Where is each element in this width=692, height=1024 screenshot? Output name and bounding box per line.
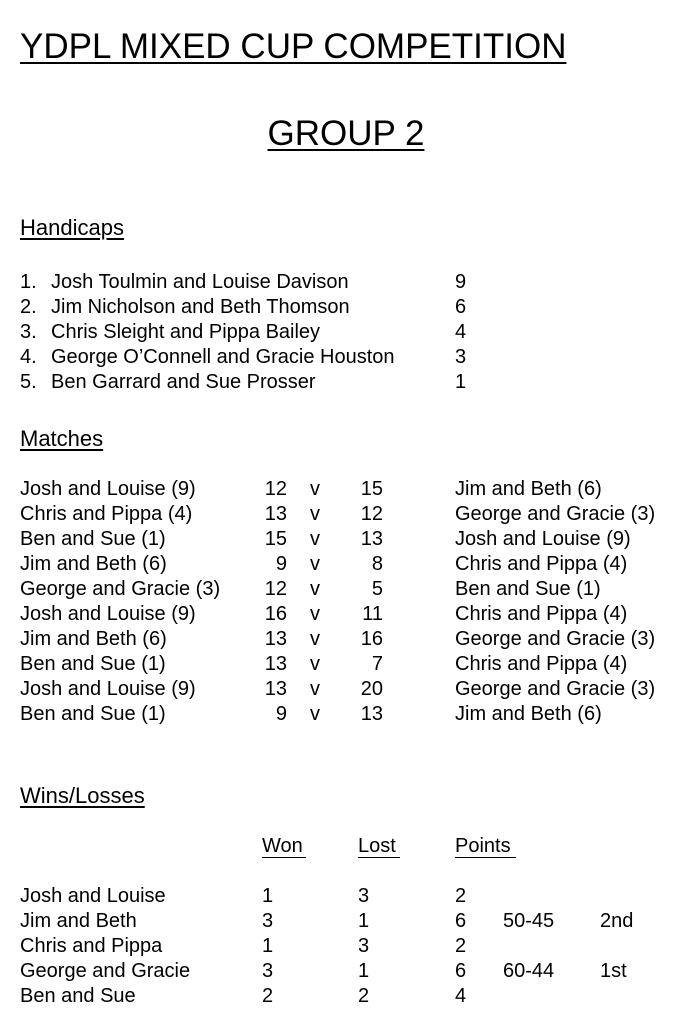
standing-won: 3 [262, 910, 274, 932]
standing-team: Chris and Pippa [20, 935, 163, 957]
match-away-team: George and Gracie (3) [455, 628, 656, 650]
match-away-score: 13 [360, 528, 383, 550]
match-home-team: Jim and Beth (6) [20, 553, 167, 575]
match-home-score: 9 [275, 553, 287, 575]
standing-score: 60-44 [503, 960, 555, 982]
match-home-score: 15 [264, 528, 287, 550]
match-versus: v [310, 678, 320, 700]
match-away-team: Ben and Sue (1) [455, 578, 601, 600]
match-home-team: Ben and Sue (1) [20, 653, 166, 675]
handicap-pair-name: Jim Nicholson and Beth Thomson [51, 296, 350, 318]
match-away-score: 12 [360, 503, 383, 525]
handicap-value: 6 [455, 296, 467, 318]
match-away-score: 13 [360, 703, 383, 725]
standing-won: 3 [262, 960, 274, 982]
match-versus: v [310, 553, 320, 575]
match-versus: v [310, 478, 320, 500]
match-home-score: 12 [264, 478, 287, 500]
match-versus: v [310, 528, 320, 550]
standing-position: 2nd [600, 910, 634, 932]
match-home-team: Josh and Louise (9) [20, 678, 196, 700]
match-away-score: 5 [371, 578, 383, 600]
match-home-score: 13 [264, 678, 287, 700]
page-title: YDPL MIXED CUP COMPETITION [20, 27, 567, 66]
match-home-score: 13 [264, 653, 287, 675]
match-home-score: 16 [264, 603, 287, 625]
standing-team: Jim and Beth [20, 910, 137, 932]
handicap-value: 3 [455, 346, 467, 368]
standing-lost: 1 [358, 910, 370, 932]
match-away-team: Chris and Pippa (4) [455, 553, 628, 575]
match-away-team: Josh and Louise (9) [455, 528, 631, 550]
match-home-team: Josh and Louise (9) [20, 603, 196, 625]
standing-points: 2 [455, 935, 467, 957]
standing-won: 2 [262, 985, 274, 1007]
standing-position: 1st [600, 960, 627, 982]
match-away-score: 7 [371, 653, 383, 675]
standing-won: 1 [262, 935, 274, 957]
match-versus: v [310, 703, 320, 725]
standing-points: 6 [455, 960, 467, 982]
match-home-team: Ben and Sue (1) [20, 703, 166, 725]
standing-points: 6 [455, 910, 467, 932]
match-home-score: 13 [264, 628, 287, 650]
match-home-team: Josh and Louise (9) [20, 478, 196, 500]
match-away-score: 11 [362, 603, 383, 625]
match-home-score: 13 [264, 503, 287, 525]
col-won-header: Won [262, 834, 306, 859]
match-versus: v [310, 578, 320, 600]
standing-lost: 2 [358, 985, 370, 1007]
match-away-team: Chris and Pippa (4) [455, 653, 628, 675]
match-away-score: 16 [360, 628, 383, 650]
matches-heading: Matches [20, 426, 104, 451]
match-away-team: George and Gracie (3) [455, 678, 656, 700]
match-versus: v [310, 628, 320, 650]
match-away-team: George and Gracie (3) [455, 503, 656, 525]
handicap-pair-name: George O’Connell and Gracie Houston [51, 346, 395, 368]
standing-score: 50-45 [503, 910, 555, 932]
handicap-pair-name: Chris Sleight and Pippa Bailey [51, 321, 321, 343]
match-versus: v [310, 653, 320, 675]
handicap-number: 5. [20, 371, 37, 393]
match-versus: v [310, 603, 320, 625]
handicap-number: 3. [20, 321, 37, 343]
standing-team: Ben and Sue [20, 985, 136, 1007]
standing-team: George and Gracie [20, 960, 191, 982]
standing-points: 2 [455, 885, 467, 907]
handicap-pair-name: Ben Garrard and Sue Prosser [51, 371, 316, 393]
group-title: GROUP 2 [267, 114, 425, 153]
standing-lost: 3 [358, 885, 370, 907]
standing-lost: 1 [358, 960, 370, 982]
col-lost-header: Lost [358, 834, 400, 859]
standing-team: Josh and Louise [20, 885, 166, 907]
handicap-value: 9 [455, 271, 467, 293]
handicap-value: 4 [455, 321, 467, 343]
match-home-team: Chris and Pippa (4) [20, 503, 193, 525]
match-away-score: 8 [371, 553, 383, 575]
handicap-value: 1 [455, 371, 467, 393]
standings-heading: Wins/Losses [20, 783, 145, 808]
handicap-number: 4. [20, 346, 37, 368]
match-away-team: Jim and Beth (6) [455, 478, 602, 500]
match-away-team: Jim and Beth (6) [455, 703, 602, 725]
handicap-pair-name: Josh Toulmin and Louise Davison [51, 271, 349, 293]
match-home-team: George and Gracie (3) [20, 578, 221, 600]
match-away-score: 20 [360, 678, 383, 700]
match-versus: v [310, 503, 320, 525]
standing-points: 4 [455, 985, 467, 1007]
standing-lost: 3 [358, 935, 370, 957]
match-away-team: Chris and Pippa (4) [455, 603, 628, 625]
handicap-number: 1. [20, 271, 37, 293]
standing-won: 1 [262, 885, 274, 907]
handicaps-heading: Handicaps [20, 215, 124, 240]
handicap-number: 2. [20, 296, 37, 318]
match-home-score: 9 [275, 703, 287, 725]
match-home-team: Jim and Beth (6) [20, 628, 167, 650]
col-points-header: Points [455, 834, 516, 859]
match-away-score: 15 [360, 478, 383, 500]
match-home-team: Ben and Sue (1) [20, 528, 166, 550]
match-home-score: 12 [264, 578, 287, 600]
